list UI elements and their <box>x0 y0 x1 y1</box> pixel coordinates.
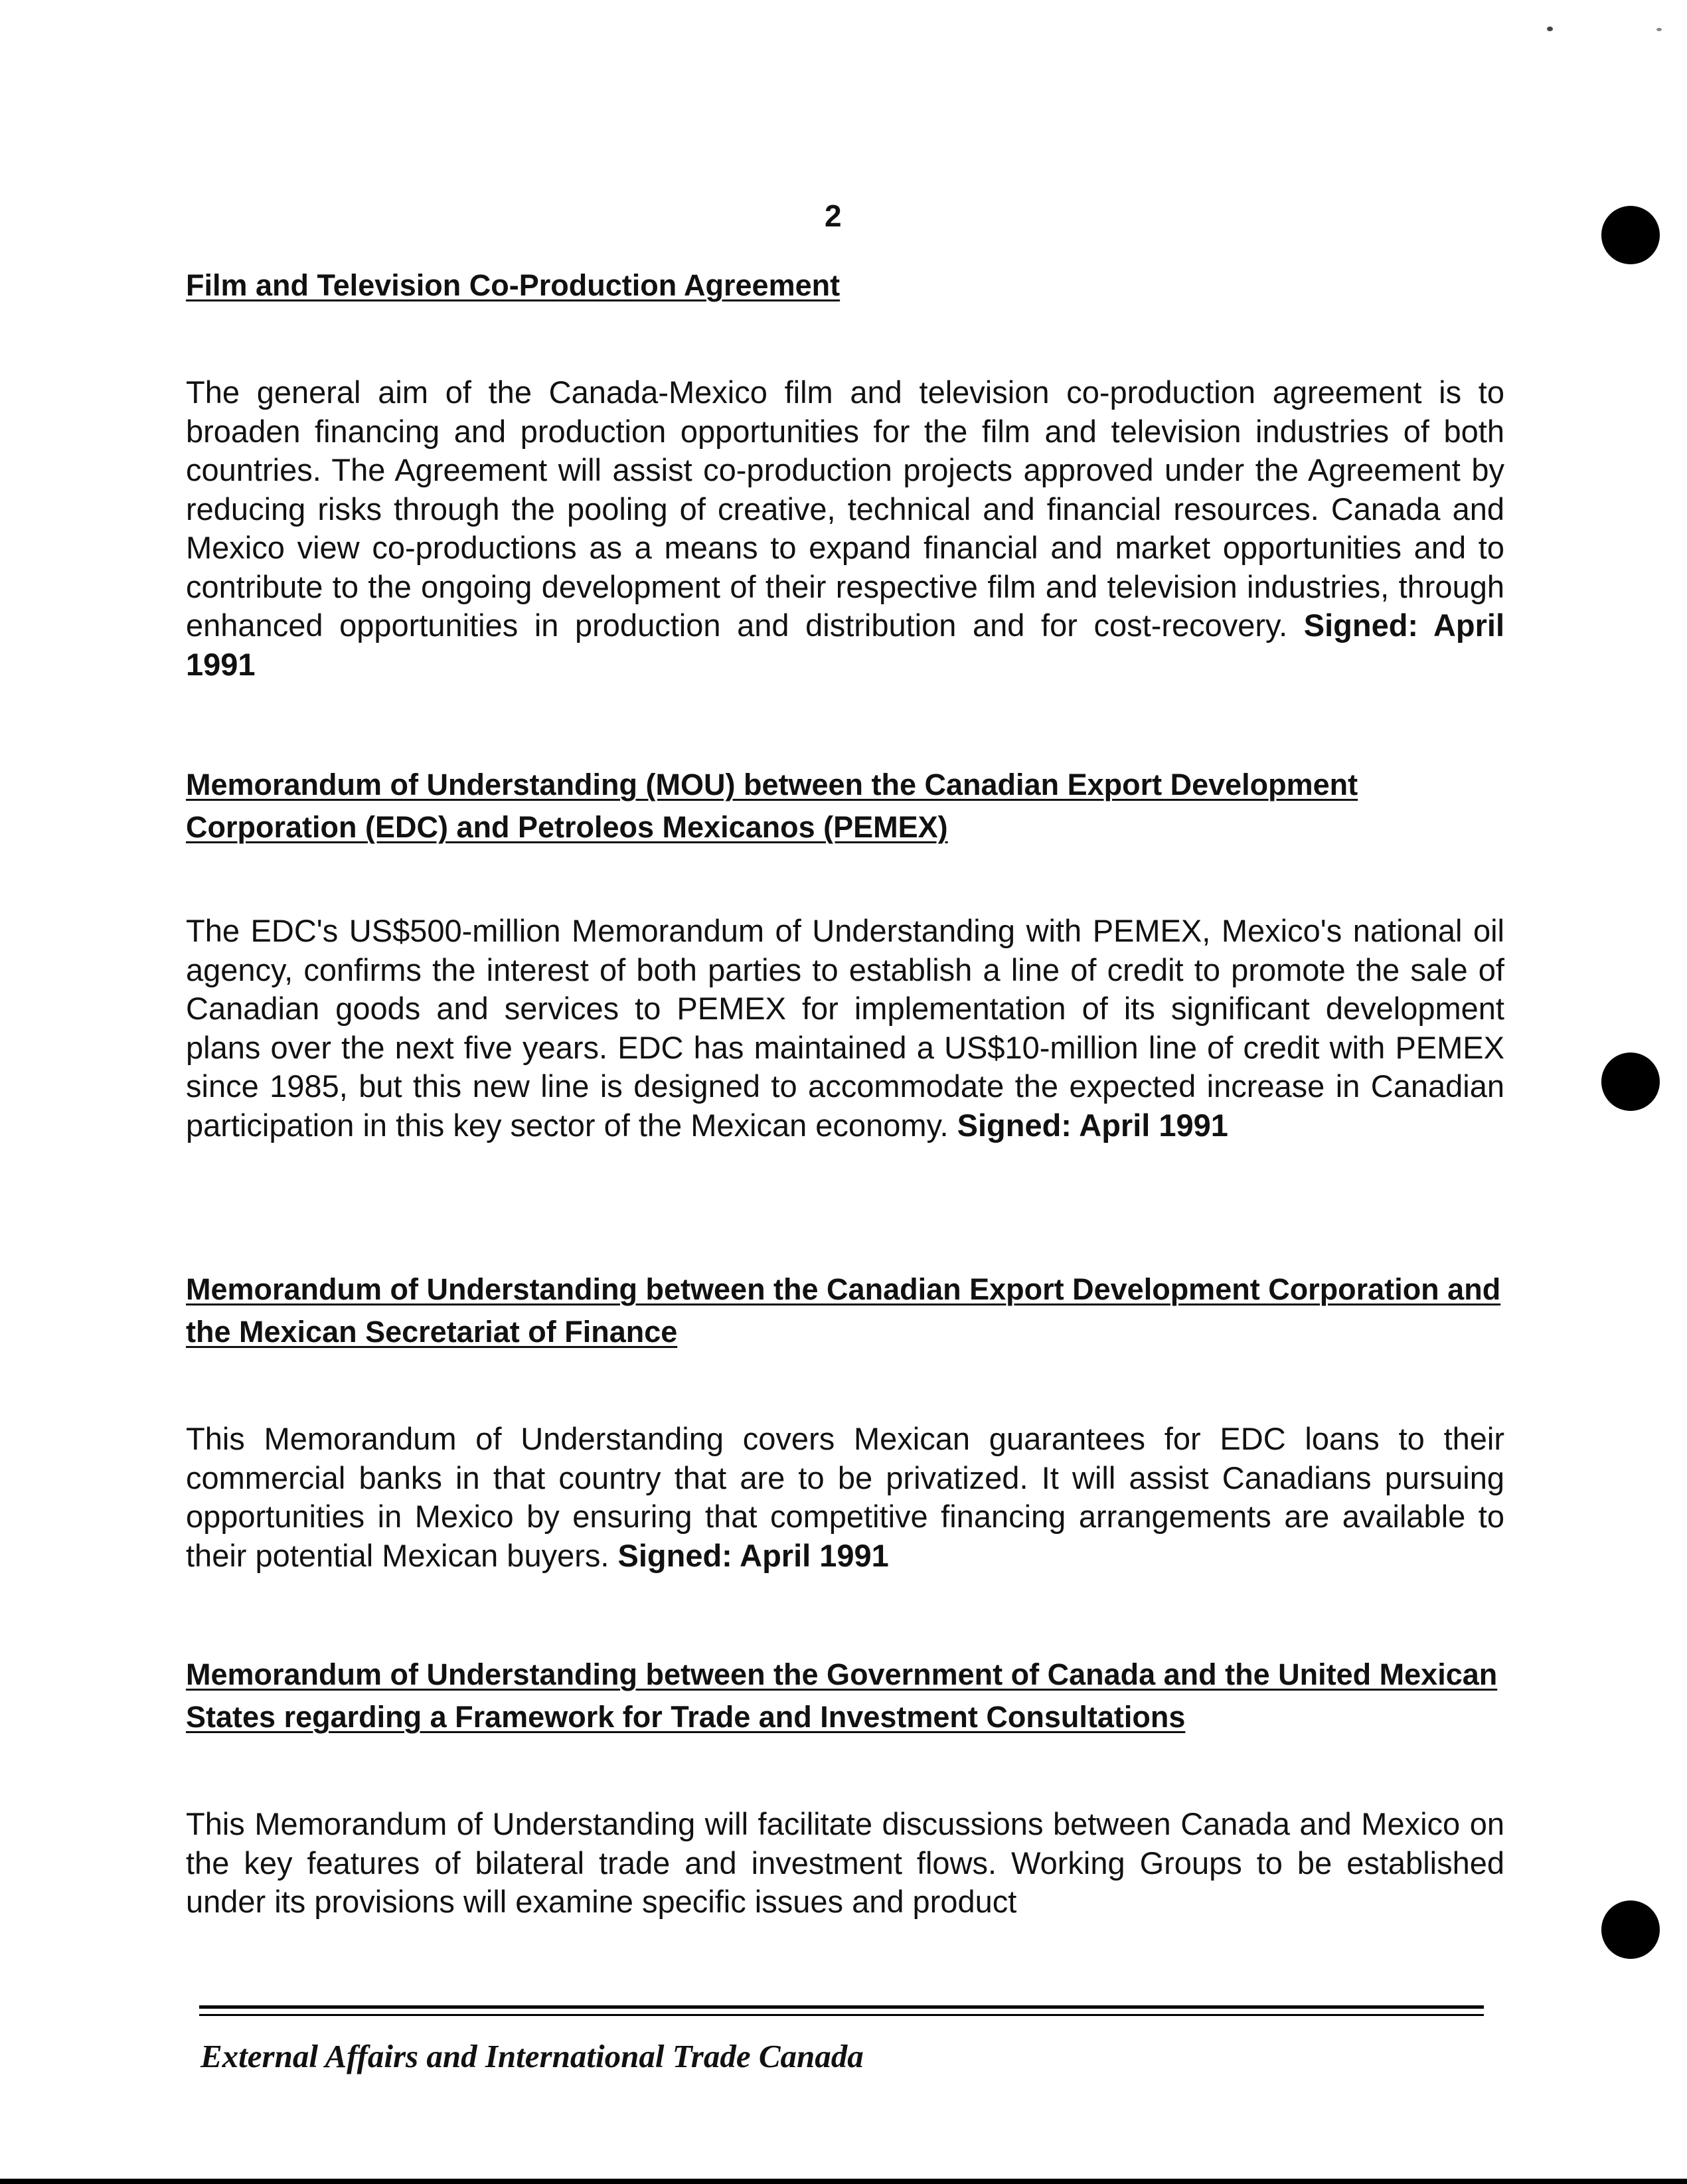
footer-rule <box>199 2005 1484 2016</box>
punch-hole-bottom <box>1601 1900 1660 1959</box>
section-heading: Memorandum of Understanding (MOU) between the Canadian Export Development Corporation (EDC) and Petroleos Mexicanos (PEMEX) <box>186 768 1358 844</box>
section-heading: Memorandum of Understanding between the Canadian Export Development Corporation and the Mexican Secretariat of Finance <box>186 1272 1501 1349</box>
signed-date: Signed: April 1991 <box>186 608 1504 682</box>
section-body-text: The EDC's US$500-million Memorandum of Understanding with PEMEX, Mexico's national oil agency, confirms the interest of both parties to establish a line of credit to promote the sale of Canadian goods and services to PEMEX for implementation of its significant development plans over the next five years. EDC has maintained a US$10-million line of credit with PEMEX since 1985, but this new line is designed to accommodate the expected increase in Canadian participation in this key sector of the Mexican economy. <box>186 913 1504 1143</box>
section-trade-investment-mou <box>186 1653 1504 1922</box>
footer-text: External Affairs and International Trade Canada <box>201 2038 864 2074</box>
scan-speck <box>1547 27 1553 31</box>
section-heading: Memorandum of Understanding between the Government of Canada and the United Mexican States regarding a Framework for Trade and Investment Consultations <box>186 1657 1498 1734</box>
section-body-text: The general aim of the Canada-Mexico film and television co-production agreement is to broaden financing and production opportunities for the film and television industries of both countries. The Agreement will assist co-production projects approved under the Agreement by reducing risks through the pooling of creative, technical and financial resources. Canada and Mexico view co-productions as a means to expand financial and market opportunities and to contribute to the ongoing development of their respective film and television industries, through enhanced opportunities in production and distribution and for cost-recovery. <box>186 375 1504 643</box>
page-bottom-border <box>0 2179 1687 2184</box>
section-edc-pemex-mou <box>186 764 1504 1145</box>
page-number: 2 <box>825 199 842 233</box>
signed-date: Signed: April 1991 <box>957 1107 1228 1143</box>
section-body <box>186 912 1504 1145</box>
section-body <box>186 1805 1504 1922</box>
scan-speck <box>1656 28 1662 31</box>
section-heading: Film and Television Co-Production Agreement <box>186 268 841 302</box>
signed-date: Signed: April 1991 <box>617 1537 889 1573</box>
section-body <box>186 1420 1504 1575</box>
section-film-agreement <box>186 264 1504 684</box>
punch-hole-top <box>1601 206 1660 264</box>
section-body-text: This Memorandum of Understanding will facilitate discussions between Canada and Mexico on the key features of bilateral trade and investment flows. Working Groups to be established under its provisions will examine specific issues and product <box>186 1806 1504 1919</box>
section-body <box>186 373 1504 684</box>
punch-hole-middle <box>1601 1052 1660 1111</box>
section-edc-finance-mou <box>186 1268 1504 1575</box>
section-body-text: This Memorandum of Understanding covers Mexican guarantees for EDC loans to their commercial banks in that country that are to be privatized. It will assist Canadians pursuing opportunities in Mexico by ensuring that competitive financing arrangements are available to their potential Mexican buyers. <box>186 1421 1504 1573</box>
